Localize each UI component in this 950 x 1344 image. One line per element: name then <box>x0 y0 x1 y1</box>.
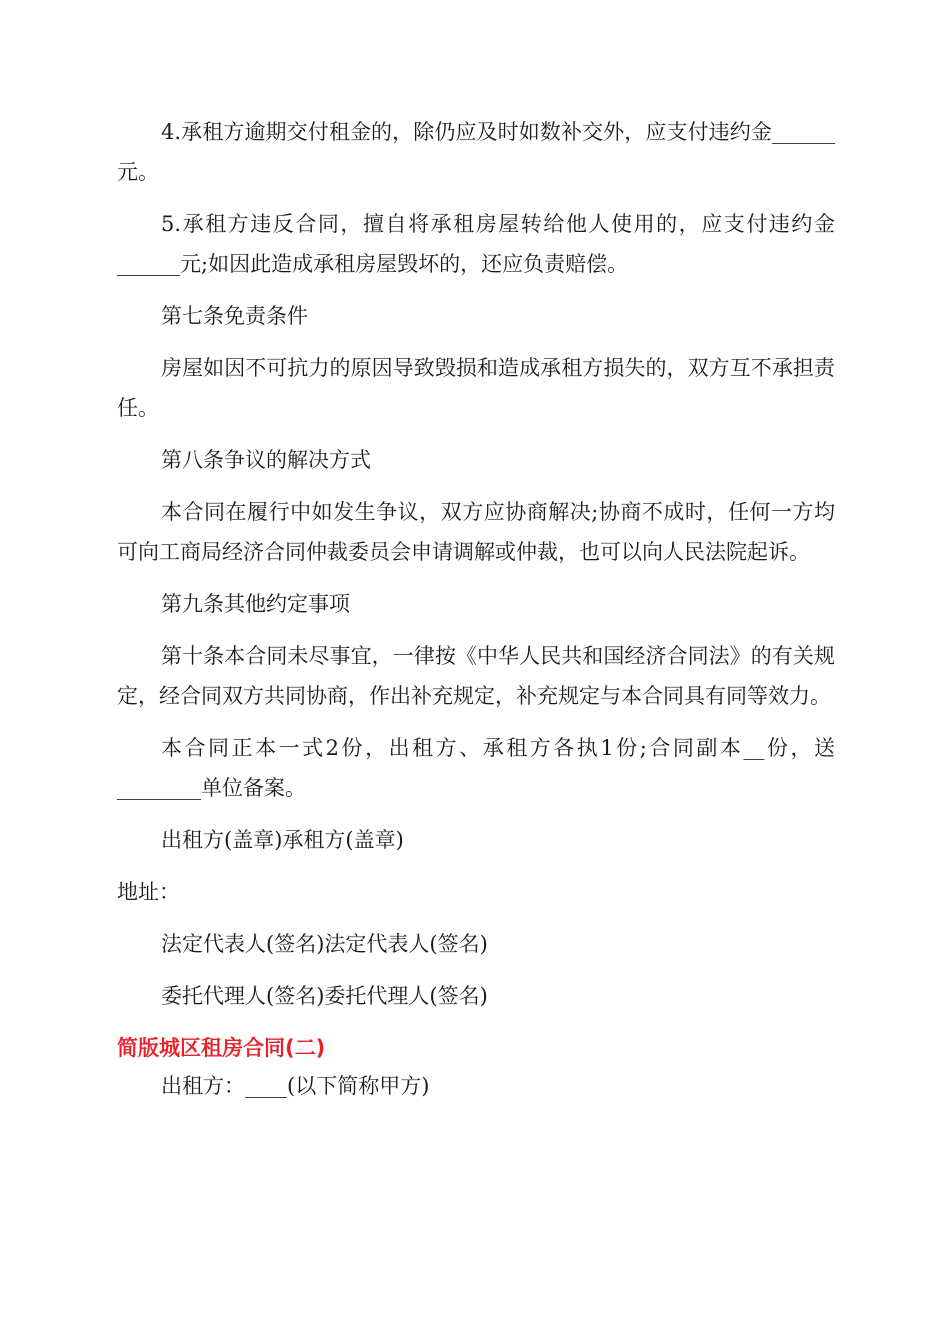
address-label: 地址： <box>117 880 180 904</box>
article-7-heading: 第七条免责条件 <box>161 304 308 328</box>
paragraph-dispute-resolution: 本合同在履行中如发生争议，双方应协商解决;协商不成时，任何一方均可向工商局经济合同仲裁委员会申请调解或仲裁，也可以向人民法院起诉。 <box>117 500 835 564</box>
authorized-agent-line: 委托代理人(签名)委托代理人(签名) <box>161 984 488 1008</box>
signature-parties-line: 出租方(盖章)承租方(盖章) <box>161 828 404 852</box>
article-9-heading: 第九条其他约定事项 <box>161 592 350 616</box>
paragraph-sublease-penalty: 5.承租方违反合同，擅自将承租房屋转给他人使用的，应支付违约金______元;如因此造成承租房屋毁坏的，还应负责赔偿。 <box>117 212 835 276</box>
document-body <box>117 112 835 1106</box>
paragraph-copies: 本合同正本一式2份，出租方、承租方各执1份;合同副本__份，送________单位备案。 <box>117 736 835 800</box>
paragraph-late-rent-penalty: 4.承租方逾期交付租金的，除仍应及时如数补交外，应支付违约金______元。 <box>117 120 835 184</box>
paragraph-article-10: 第十条本合同未尽事宜，一律按《中华人民共和国经济合同法》的有关规定，经合同双方共同协商，作出补充规定，补充规定与本合同具有同等效力。 <box>117 644 835 708</box>
legal-representative-line: 法定代表人(签名)法定代表人(签名) <box>161 932 488 956</box>
article-8-heading: 第八条争议的解决方式 <box>161 448 371 472</box>
section-title: 简版城区租房合同(二) <box>117 1036 326 1060</box>
lessor-line: 出租方：____(以下简称甲方) <box>161 1074 430 1098</box>
paragraph-force-majeure: 房屋如因不可抗力的原因导致毁损和造成承租方损失的，双方互不承担责任。 <box>117 356 835 420</box>
